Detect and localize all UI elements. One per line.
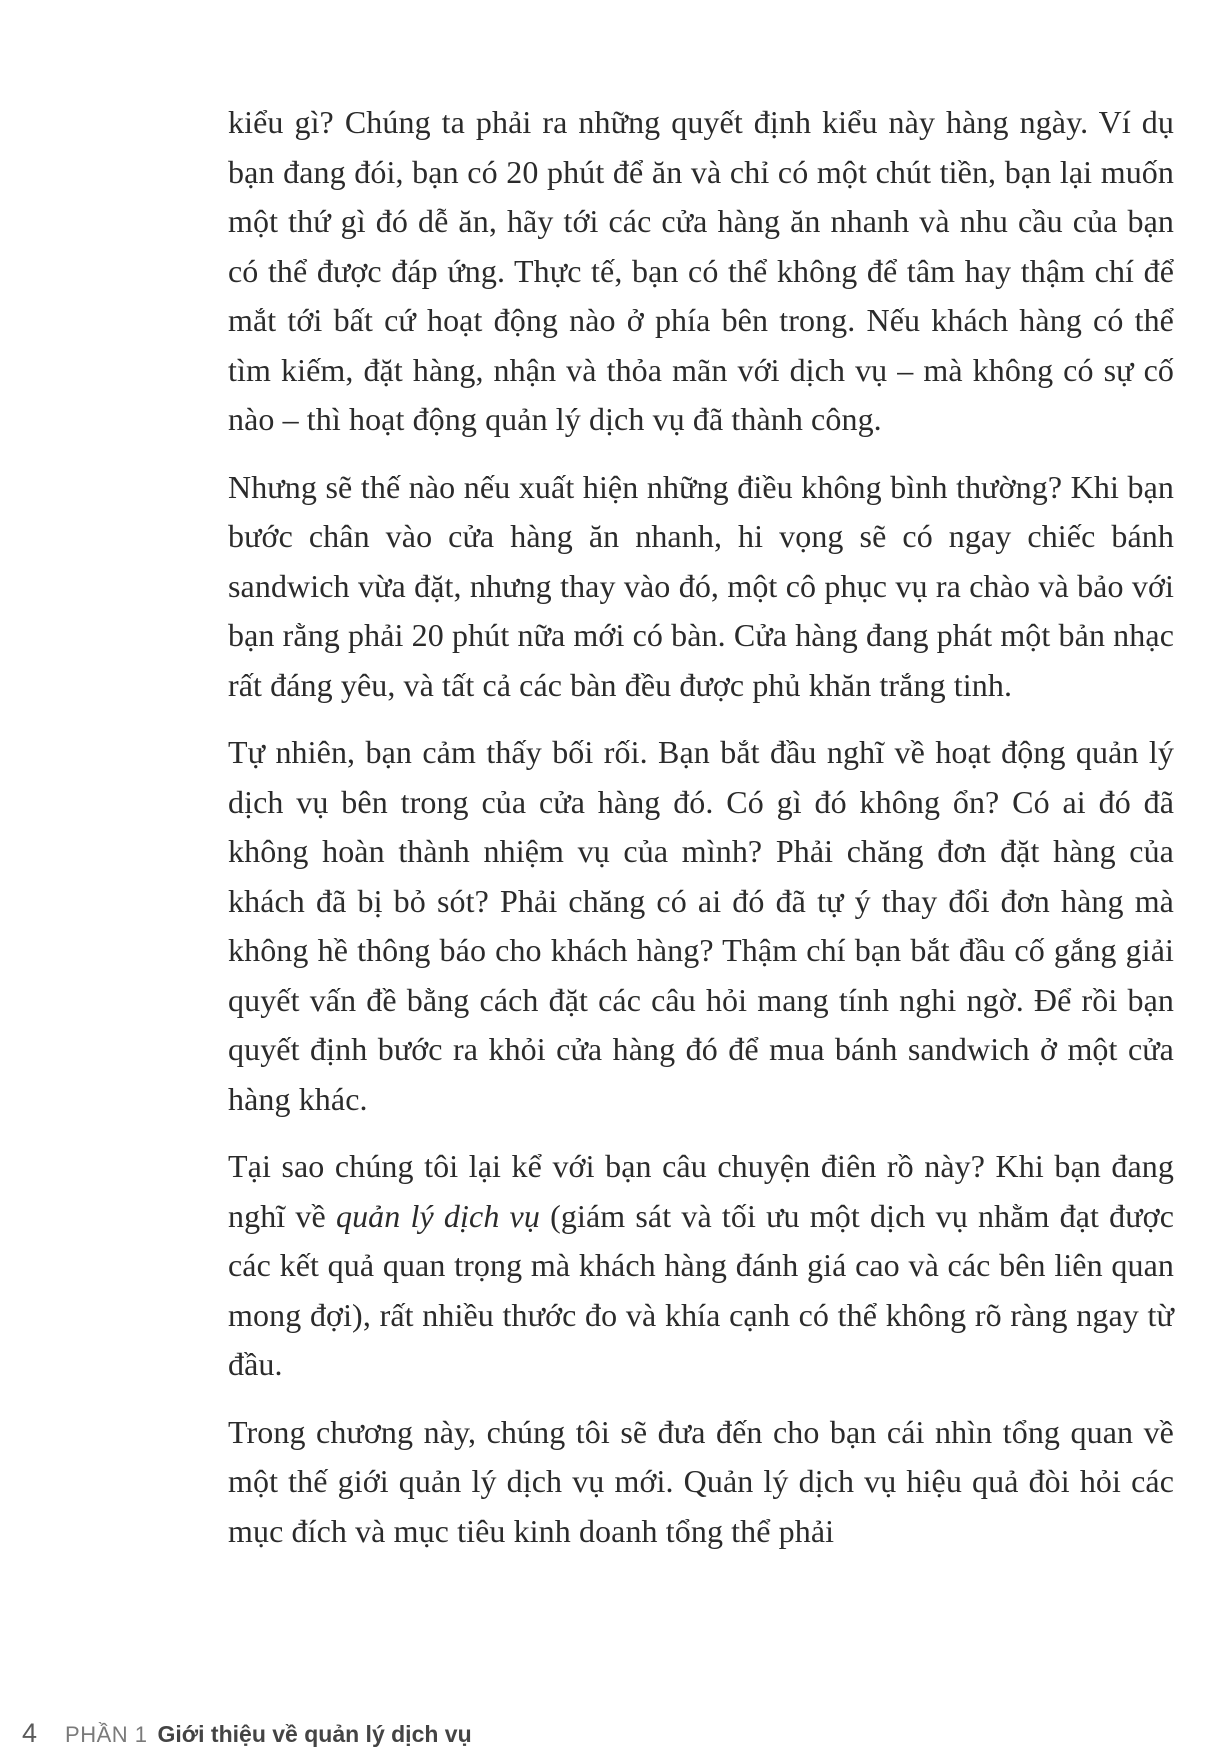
page-number: 4 — [22, 1718, 38, 1748]
paragraph-1: kiểu gì? Chúng ta phải ra những quyết định kiểu này hàng ngày. Ví dụ bạn đang đói, bạn có 20 phút để ăn và chỉ có một chút tiền, bạn lại muốn một thứ gì đó dễ ăn, hãy tới các cửa hàng ăn nhanh và nhu cầu của bạn có thể được đáp ứng. Thực tế, bạn có thể không để tâm hay thậm chí để mắt tới bất cứ hoạt động nào ở phía bên trong. Nếu khách hàng có thể tìm kiếm, đặt hàng, nhận và thỏa mãn với dịch vụ – mà không có sự cố nào – thì hoạt động quản lý dịch vụ đã thành công. — [228, 104, 1174, 437]
paragraph-3: Tự nhiên, bạn cảm thấy bối rối. Bạn bắt đầu nghĩ về hoạt động quản lý dịch vụ bên trong của cửa hàng đó. Có gì đó không ổn? Có ai đó đã không hoàn thành nhiệm vụ của mình? Phải chăng đơn đặt hàng của khách đã bị bỏ sót? Phải chăng có ai đó đã tự ý thay đổi đơn hàng mà không hề thông báo cho khách hàng? Thậm chí bạn bắt đầu cố gắng giải quyết vấn đề bằng cách đặt các câu hỏi mang tính nghi ngờ. Để rồi bạn quyết định bước ra khỏi cửa hàng đó để mua bánh sandwich ở một cửa hàng khác. — [228, 734, 1174, 1117]
paragraph-4-end: (giám sát và tối ưu một dịch vụ nhằm đạt được các kết quả quan trọng mà khách hàng đánh giá cao và các bên liên quan mong đợi), rất nhiều thước đo và khía cạnh có thể không rõ ràng ngay từ đầu. — [228, 1197, 1174, 1382]
paragraph-4 — [228, 1142, 1174, 1390]
page-footer — [22, 1718, 472, 1750]
paragraph-4-start: Tại sao chúng tôi lại kể với bạn câu chuyện điên rồ này? Khi bạn đang nghĩ về — [228, 1148, 1174, 1234]
paragraph-2: Nhưng sẽ thế nào nếu xuất hiện những điều không bình thường? Khi bạn bước chân vào cửa hàng ăn nhanh, hi vọng sẽ có ngay chiếc bánh sandwich vừa đặt, nhưng thay vào đó, một cô phục vụ ra chào và bảo với bạn rằng phải 20 phút nữa mới có bàn. Cửa hàng đang phát một bản nhạc rất đáng yêu, và tất cả các bàn đều được phủ khăn trắng tinh. — [228, 468, 1174, 703]
chapter-title: Giới thiệu về quản lý dịch vụ — [157, 1721, 472, 1747]
paragraph-5: Trong chương này, chúng tôi sẽ đưa đến cho bạn cái nhìn tổng quan về một thế giới quản lý dịch vụ mới. Quản lý dịch vụ hiệu quả đòi hỏi các mục đích và mục tiêu kinh doanh tổng thể phải — [228, 1413, 1174, 1549]
page-body — [228, 98, 1174, 1574]
part-label: PHẦN 1 — [65, 1722, 148, 1747]
emphasized-term: quản lý dịch vụ — [335, 1197, 540, 1234]
